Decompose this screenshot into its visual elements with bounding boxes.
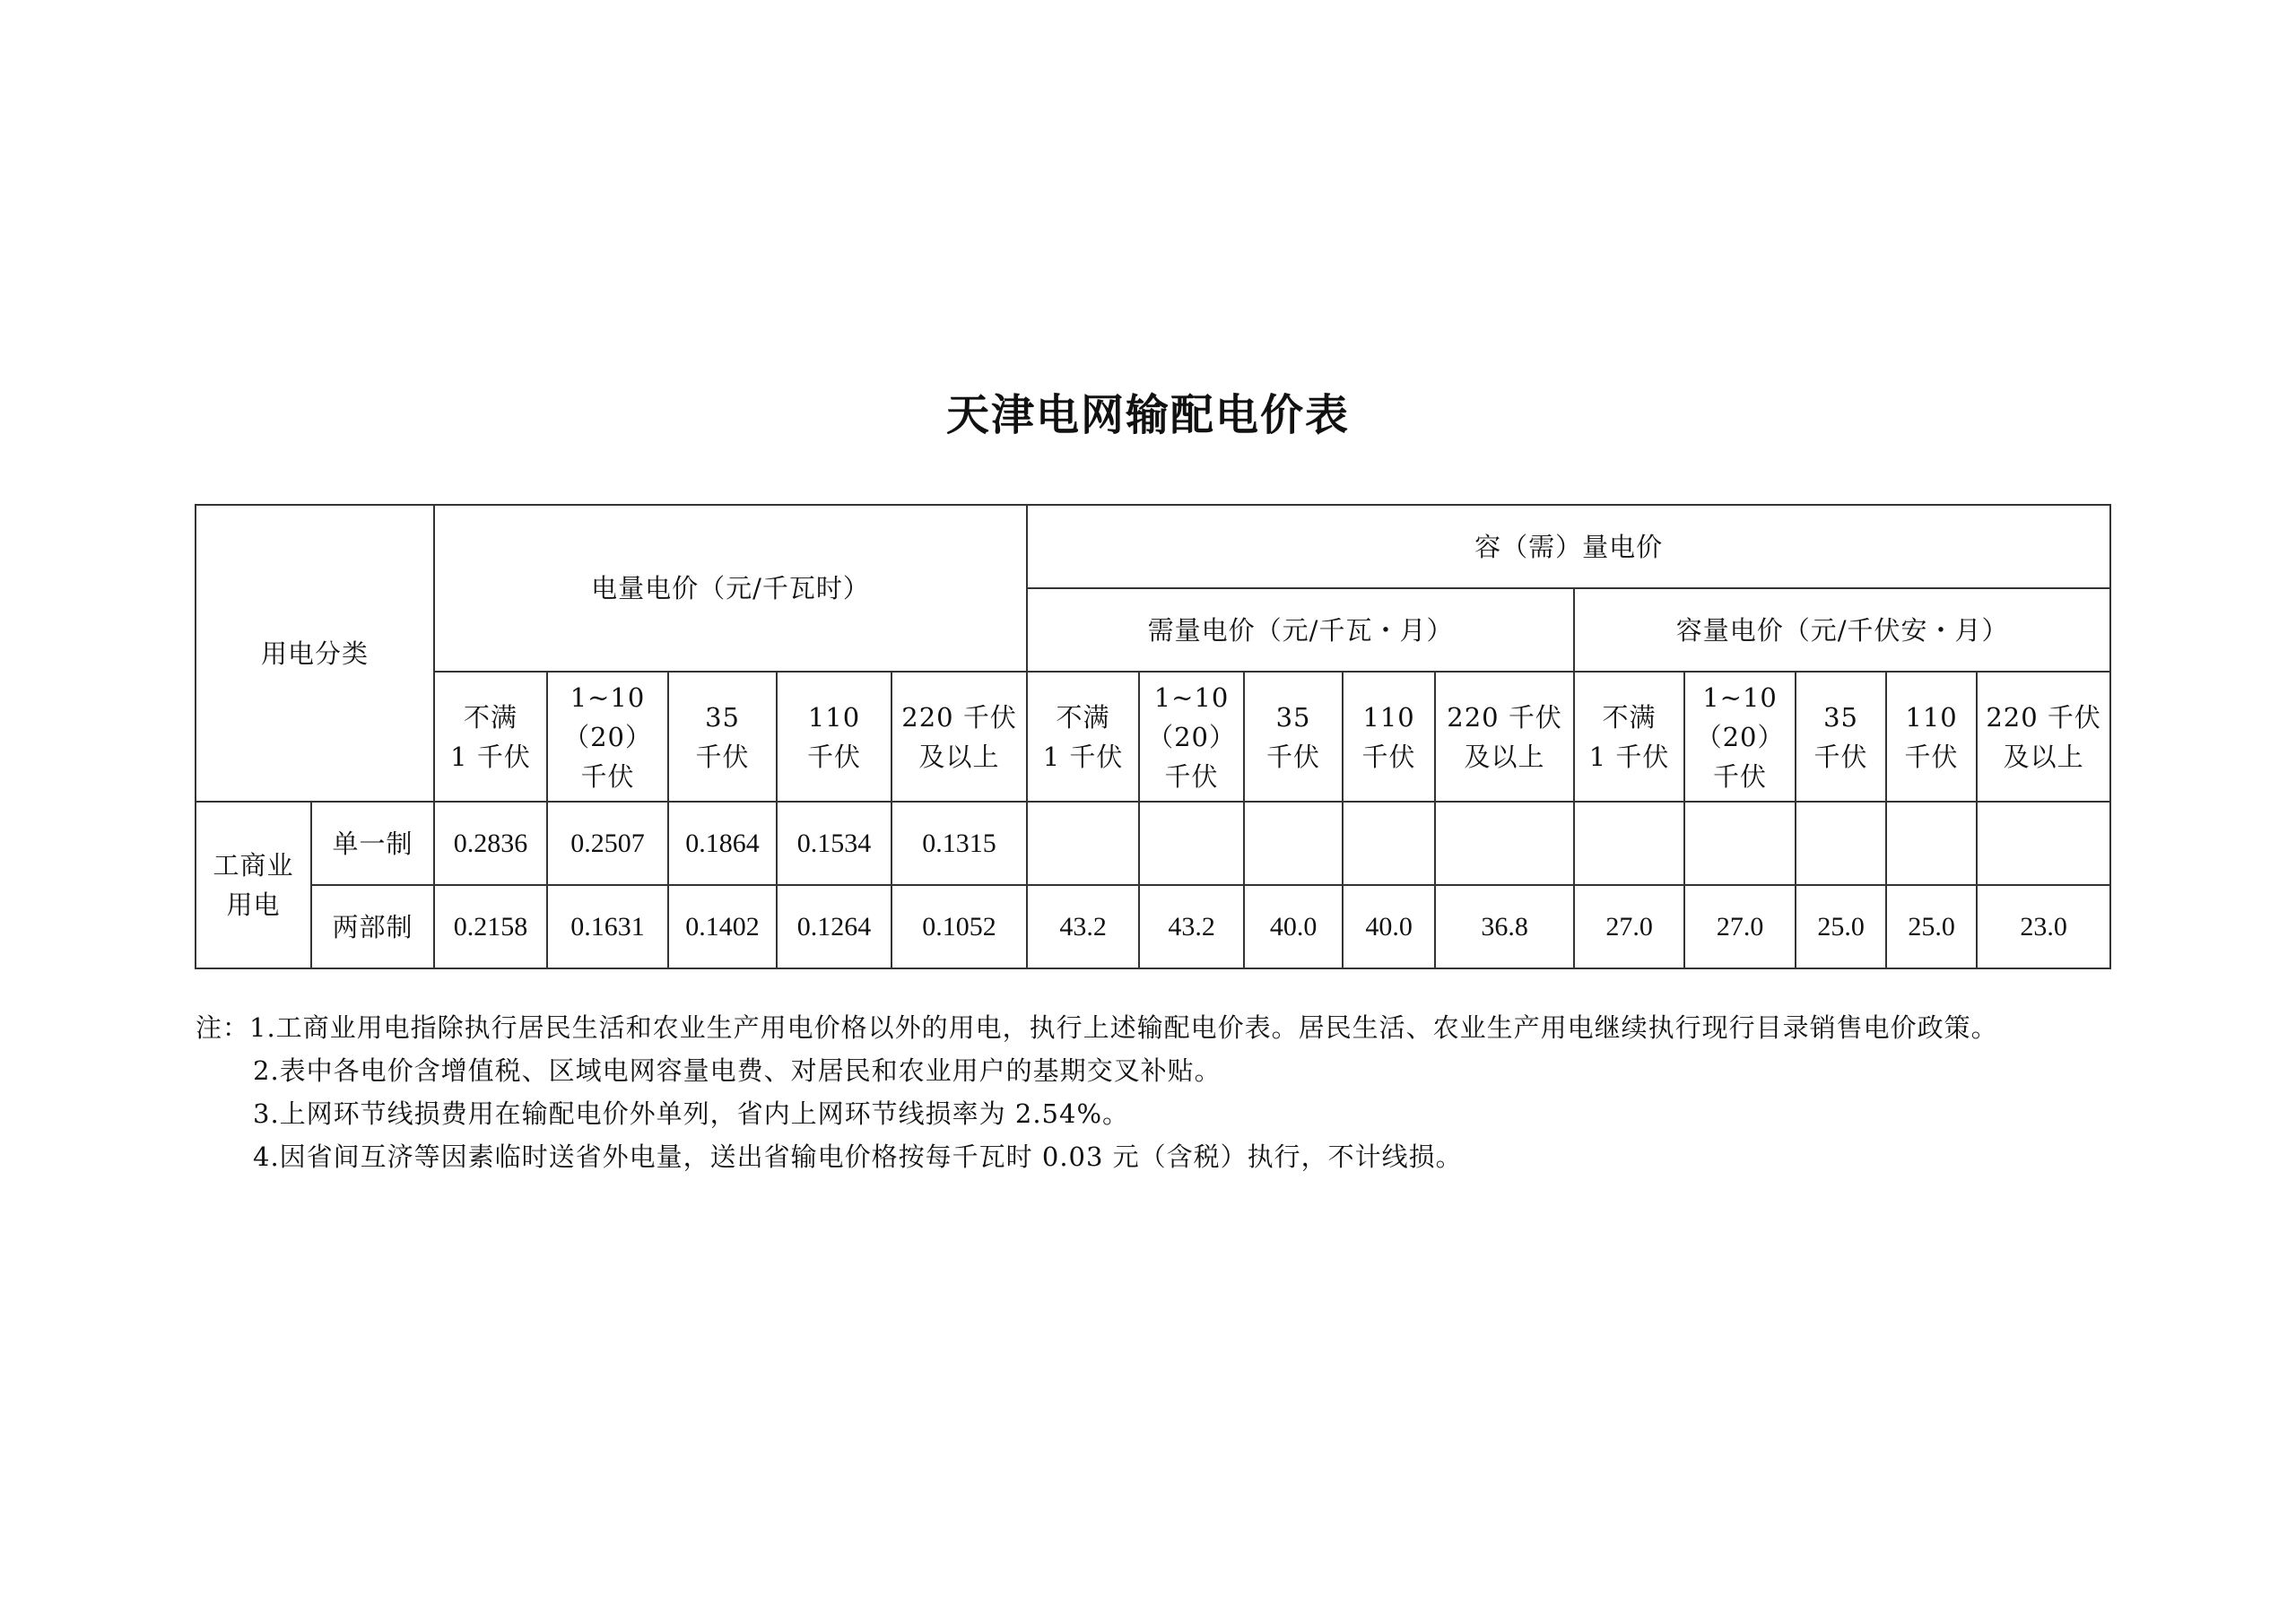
capacity-voltage-header bbox=[1977, 672, 2110, 802]
demand-price-cell bbox=[1244, 802, 1343, 885]
voltage-header-line: 千伏 bbox=[1713, 760, 1768, 792]
demand-voltage-header bbox=[1027, 672, 1139, 802]
capacity-price-cell bbox=[1977, 802, 2110, 885]
energy-voltage-header bbox=[668, 672, 777, 802]
group-label-line: 用电 bbox=[226, 890, 281, 920]
price-table bbox=[195, 504, 2111, 969]
voltage-header-line: 35 bbox=[705, 701, 740, 733]
voltage-header-line: 千伏 bbox=[1164, 760, 1219, 792]
energy-price-cell: 0.1315 bbox=[891, 802, 1027, 885]
capacity-price-cell bbox=[1684, 802, 1796, 885]
voltage-header-line: 及以上 bbox=[918, 741, 1000, 772]
demand-price-cell bbox=[1139, 802, 1244, 885]
energy-price-cell: 0.2158 bbox=[434, 885, 547, 968]
capacity-voltage-header bbox=[1796, 672, 1886, 802]
voltage-header-line: 不满 bbox=[464, 701, 518, 733]
voltage-header-line: 千伏 bbox=[580, 760, 635, 792]
capacity-price-cell bbox=[1796, 802, 1886, 885]
capacity-price-cell: 25.0 bbox=[1886, 885, 1977, 968]
capacity-price-cell: 23.0 bbox=[1977, 885, 2110, 968]
demand-voltage-header bbox=[1139, 672, 1244, 802]
voltage-header-line: 220 千伏 bbox=[901, 701, 1017, 733]
energy-price-header: 电量电价（元/千瓦时） bbox=[434, 505, 1027, 672]
capacity-price-cell: 25.0 bbox=[1796, 885, 1886, 968]
voltage-header-line: 220 千伏 bbox=[1986, 701, 2101, 733]
capacity-price-cell bbox=[1574, 802, 1684, 885]
voltage-header-line: （20） bbox=[1147, 721, 1237, 752]
energy-voltage-header bbox=[434, 672, 547, 802]
capacity-voltage-header bbox=[1684, 672, 1796, 802]
demand-price-cell: 40.0 bbox=[1343, 885, 1435, 968]
voltage-header-line: 1~10 bbox=[1702, 681, 1778, 713]
demand-voltage-header bbox=[1343, 672, 1435, 802]
capacity-price-cell bbox=[1886, 802, 1977, 885]
note-line: 4.因省间互济等因素临时送省外电量，送出省输电价格按每千瓦时 0.03 元（含税）执行，不计线损。 bbox=[253, 1141, 1463, 1172]
capacity-voltage-header bbox=[1574, 672, 1684, 802]
demand-price-header: 需量电价（元/千瓦・月） bbox=[1027, 588, 1574, 672]
voltage-header-line: 千伏 bbox=[1813, 741, 1868, 772]
energy-voltage-header bbox=[777, 672, 891, 802]
voltage-header-line: 1 千伏 bbox=[450, 741, 531, 772]
voltage-header-line: 千伏 bbox=[1266, 741, 1321, 772]
energy-price-cell: 0.2507 bbox=[547, 802, 668, 885]
energy-price-cell: 0.1402 bbox=[668, 885, 777, 968]
voltage-header-line: 35 bbox=[1275, 701, 1311, 733]
voltage-header-line: 1 千伏 bbox=[1042, 741, 1124, 772]
energy-price-cell: 0.2836 bbox=[434, 802, 547, 885]
note-line: 3.上网环节线损费用在输配电价外单列，省内上网环节线损率为 2.54%。 bbox=[253, 1098, 1130, 1129]
capacity-price-cell: 27.0 bbox=[1574, 885, 1684, 968]
demand-price-cell bbox=[1343, 802, 1435, 885]
capacity-voltage-header bbox=[1886, 672, 1977, 802]
demand-voltage-header bbox=[1244, 672, 1343, 802]
voltage-header-line: 千伏 bbox=[1361, 741, 1416, 772]
capacity-price-cell: 27.0 bbox=[1684, 885, 1796, 968]
energy-voltage-header bbox=[547, 672, 668, 802]
voltage-header-line: 1~10 bbox=[1153, 681, 1230, 713]
voltage-header-line: 千伏 bbox=[695, 741, 750, 772]
voltage-header-row bbox=[196, 672, 2110, 802]
capacity-demand-header: 容（需）量电价 bbox=[1027, 505, 2110, 588]
voltage-header-line: 及以上 bbox=[2003, 741, 2084, 772]
energy-price-cell: 0.1534 bbox=[777, 802, 891, 885]
voltage-header-line: 及以上 bbox=[1464, 741, 1545, 772]
demand-price-cell: 36.8 bbox=[1435, 885, 1574, 968]
voltage-header-line: 220 千伏 bbox=[1447, 701, 1562, 733]
voltage-header-line: （20） bbox=[1695, 721, 1785, 752]
group-label-cell bbox=[196, 802, 311, 968]
group-label-line: 工商业 bbox=[213, 850, 294, 881]
capacity-price-header: 容量电价（元/千伏安・月） bbox=[1574, 588, 2110, 672]
energy-price-cell: 0.1631 bbox=[547, 885, 668, 968]
voltage-header-line: 千伏 bbox=[807, 741, 862, 772]
notes-section bbox=[196, 1006, 2169, 1178]
voltage-header-line: 1 千伏 bbox=[1588, 741, 1670, 772]
category-header: 用电分类 bbox=[196, 505, 434, 802]
demand-price-cell: 43.2 bbox=[1027, 885, 1139, 968]
voltage-header-line: 不满 bbox=[1056, 701, 1110, 733]
voltage-header-line: 110 bbox=[807, 701, 861, 733]
energy-price-cell: 0.1264 bbox=[777, 885, 891, 968]
energy-voltage-header bbox=[891, 672, 1027, 802]
row-label-single: 单一制 bbox=[311, 802, 434, 885]
demand-price-cell: 40.0 bbox=[1244, 885, 1343, 968]
voltage-header-line: 35 bbox=[1823, 701, 1859, 733]
page-title: 天津电网输配电价表 bbox=[945, 390, 1350, 440]
note-line: 2.表中各电价含增值税、区域电网容量电费、对居民和农业用户的基期交叉补贴。 bbox=[253, 1055, 1222, 1086]
voltage-header-line: 千伏 bbox=[1904, 741, 1959, 772]
voltage-header-line: （20） bbox=[563, 721, 652, 752]
energy-price-cell: 0.1864 bbox=[668, 802, 777, 885]
demand-price-cell: 43.2 bbox=[1139, 885, 1244, 968]
demand-price-cell bbox=[1027, 802, 1139, 885]
demand-price-cell bbox=[1435, 802, 1574, 885]
energy-price-cell: 0.1052 bbox=[891, 885, 1027, 968]
row-label-two-part: 两部制 bbox=[311, 885, 434, 968]
voltage-header-line: 110 bbox=[1905, 701, 1958, 733]
voltage-header-line: 1~10 bbox=[570, 681, 646, 713]
note-line: 注：1.工商业用电指除执行居民生活和农业生产用电价格以外的用电，执行上述输配电价表。居民生活、农业生产用电继续执行现行目录销售电价政策。 bbox=[196, 1012, 1998, 1043]
demand-voltage-header bbox=[1435, 672, 1574, 802]
voltage-header-line: 110 bbox=[1362, 701, 1415, 733]
voltage-header-line: 不满 bbox=[1602, 701, 1657, 733]
